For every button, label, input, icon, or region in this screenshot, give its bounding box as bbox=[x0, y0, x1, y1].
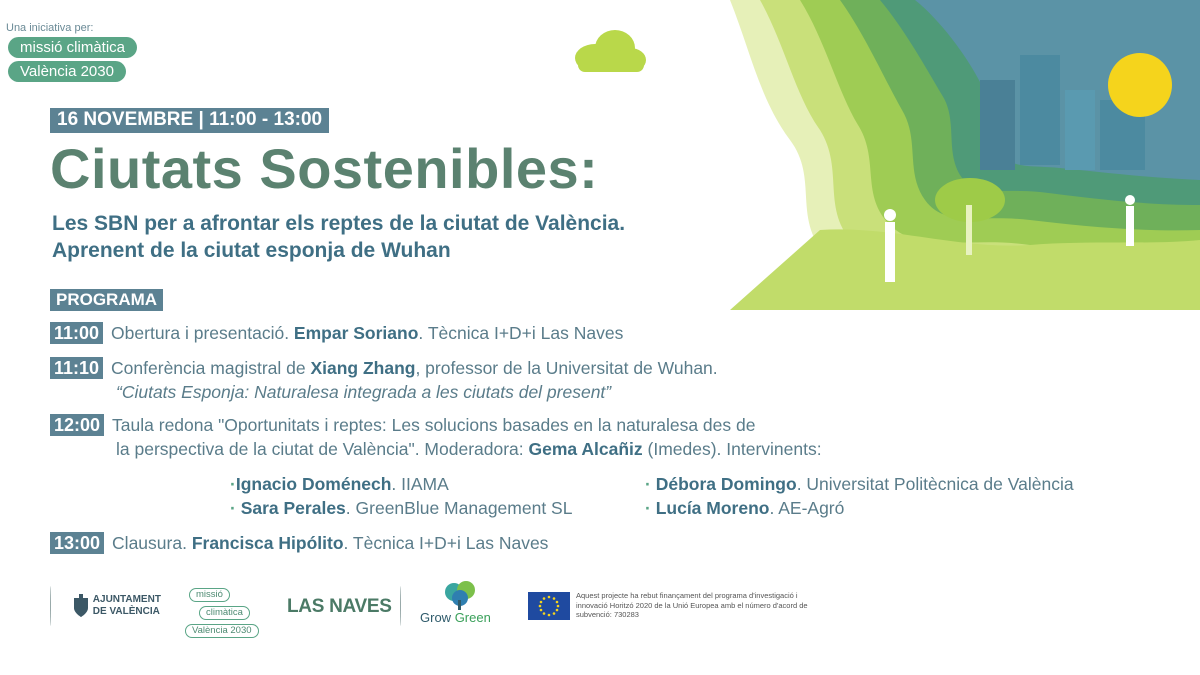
eu-funding-text: Aquest projecte ha rebut finançament del programa d'investigació i innovació Horitzó 2020 de la Unió Europea amb el número d'acord de subvenció: 730283 bbox=[576, 591, 808, 619]
divider bbox=[400, 586, 401, 626]
agenda-time: 11:10 bbox=[50, 357, 103, 379]
agenda-time: 12:00 bbox=[50, 414, 104, 436]
agenda-time: 11:00 bbox=[50, 322, 103, 344]
agenda-item: 11:00 Obertura i presentació. Empar Soriano. Tècnica I+D+i Las Naves bbox=[50, 321, 623, 345]
initiative-line2: València 2030 bbox=[8, 61, 126, 82]
agenda-item: 13:00 Clausura. Francisca Hipólito. Tècnica I+D+i Las Naves bbox=[50, 531, 548, 555]
agenda-item: 12:00 Taula redona "Oportunitats i reptes: Les solucions basades en la naturalesa des de la perspectiva de la ciutat de València". Moderadora: Gema Alcañiz (Imedes). Intervinents: bbox=[50, 413, 822, 461]
program-badge: PROGRAMA bbox=[50, 289, 163, 311]
speaker-name: Xiang Zhang bbox=[310, 358, 416, 378]
subtitle-line2: Aprenent de la ciutat esponja de Wuhan bbox=[52, 239, 451, 262]
speaker-name: Francisca Hipólito bbox=[191, 533, 344, 553]
speaker-name: Empar Soriano bbox=[293, 323, 419, 343]
initiative-line1: missió climàtica bbox=[8, 37, 137, 58]
moderator-name: Gema Alcañiz bbox=[528, 439, 643, 459]
las-naves-logo: LAS NAVES bbox=[287, 596, 392, 617]
date-badge: 16 NOVEMBRE | 11:00 - 13:00 bbox=[50, 108, 329, 133]
subtitle-line1: Les SBN per a afrontar els reptes de la ciutat de València. bbox=[52, 212, 626, 235]
speaker-item: ·Ignacio Doménech. IIAMA bbox=[230, 474, 449, 494]
initiative-logo bbox=[4, 22, 144, 82]
eu-flag-icon bbox=[528, 592, 570, 620]
talk-title: “Ciutats Esponja: Naturalesa integrada a les ciutats del present” bbox=[116, 382, 612, 402]
subtitle bbox=[52, 210, 625, 264]
page-title: Ciutats Sostenibles: bbox=[50, 137, 599, 200]
speaker-item: · Débora Domingo. Universitat Politècnica de València bbox=[645, 474, 1074, 494]
tree-icon bbox=[440, 580, 480, 610]
footer-logos: AJUNTAMENT DE VALÈNCIA missió climàtica València 2030 LAS NAVES Grow Green Aquest projecte ha rebut finançament del programa d'investigació i innovació Horitzó 2020 de la Unió Europea amb el número d'acord de subvenció: 730283 bbox=[50, 582, 810, 632]
speaker-list-left bbox=[230, 472, 572, 520]
speaker-list-right bbox=[645, 472, 1074, 520]
speaker-item: · Lucía Moreno. AE-Agró bbox=[645, 498, 845, 518]
city-nature-illustration bbox=[730, 0, 1200, 310]
ajuntament-logo: AJUNTAMENT DE VALÈNCIA bbox=[72, 594, 161, 618]
crest-icon bbox=[72, 594, 90, 618]
divider bbox=[50, 586, 51, 626]
mission-mini-logo: missió climàtica València 2030 bbox=[185, 584, 275, 638]
speaker-item: · Sara Perales. GreenBlue Management SL bbox=[230, 498, 573, 518]
agenda-time: 13:00 bbox=[50, 532, 104, 554]
agenda-item: 11:10 Conferència magistral de Xiang Zhang, professor de la Universitat de Wuhan. “Ciutats Esponja: Naturalesa integrada a les ciutats del present” bbox=[50, 356, 718, 404]
cloud-icon bbox=[570, 26, 650, 76]
initiative-label: Una iniciativa per: bbox=[6, 22, 94, 34]
